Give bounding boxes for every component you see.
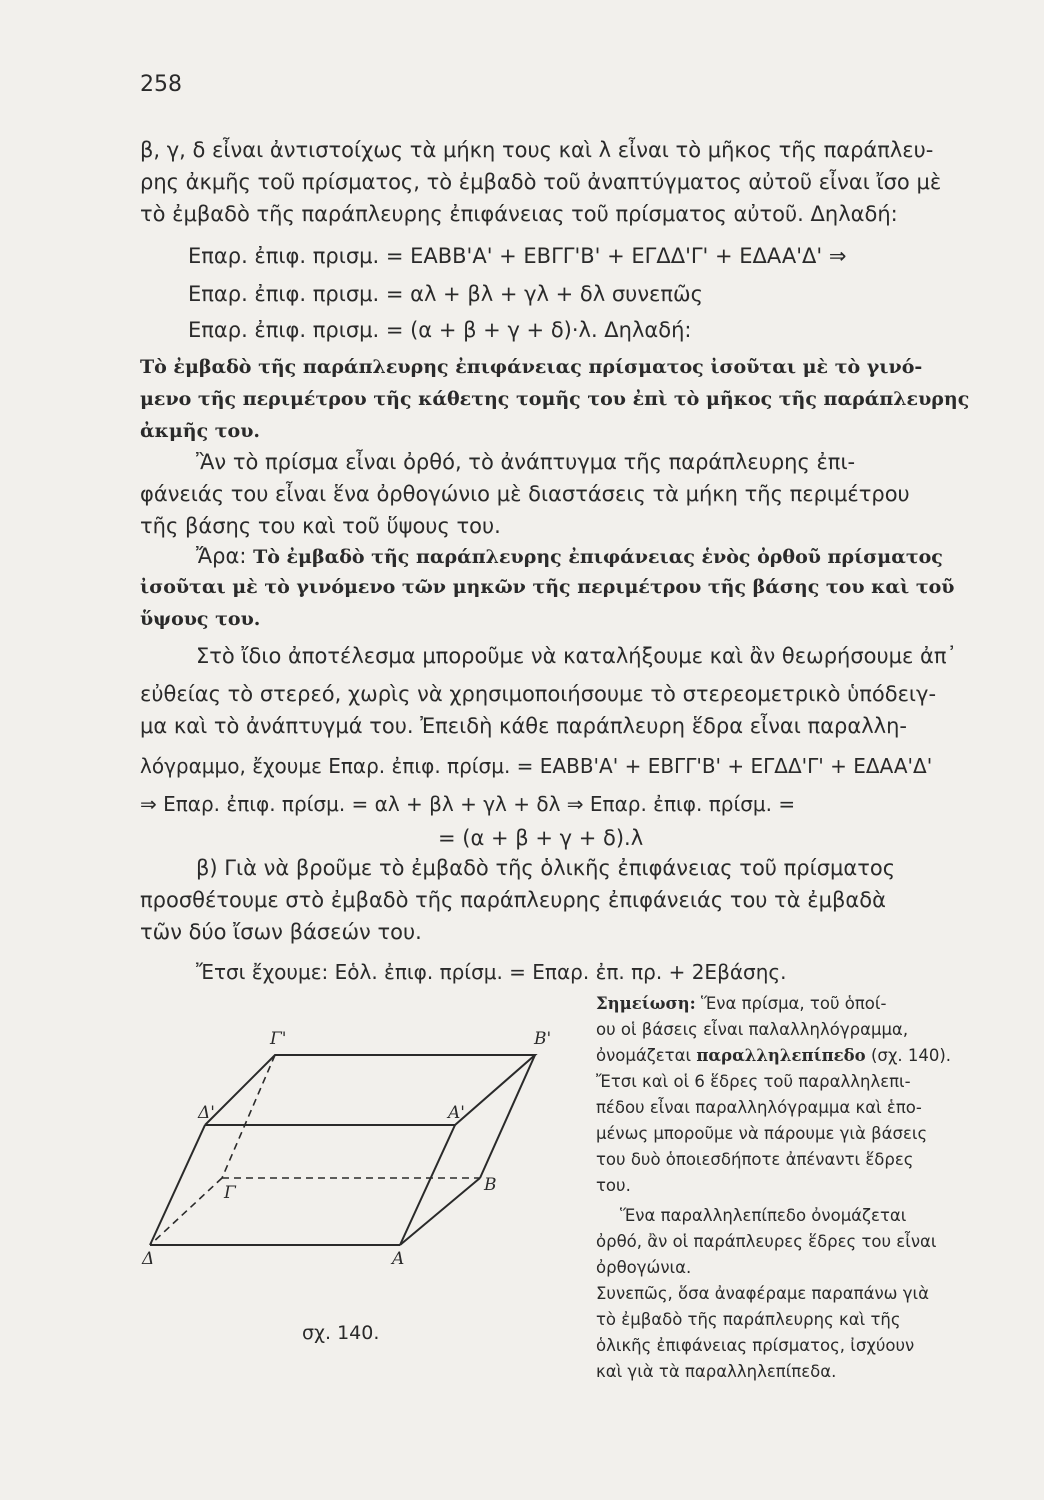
note-line: Ἔτσι καὶ οἱ 6 ἕδρες τοῦ παραλληλεπι- [596, 1072, 911, 1091]
label-D-prime: Δ' [198, 1103, 215, 1123]
equation-line: Eπαρ. ἐπιφ. πρισμ. = EABB'A' + EBΓΓ'B' + EΓΔΔ'Γ' + EΔAA'Δ' ⇒ [188, 244, 847, 268]
label-D: Δ [142, 1249, 155, 1269]
note-line: του δυὸ ὁποιεσδήποτε ἀπέναντι ἕδρες [596, 1150, 914, 1169]
note-text: Ἕνα πρίσμα, τοῦ ὁποί- [700, 994, 887, 1013]
hidden-edge-G-Gprime [222, 1055, 275, 1178]
edge-D-Dprime [150, 1125, 205, 1245]
theorem-text: Τὸ ἐμβαδὸ τῆς παράπλευρης ἐπιφάνειας ἑνὸς ὀρθοῦ πρίσματος [253, 546, 943, 568]
paragraph-line: μα καὶ τὸ ἀνάπτυγμά του. Ἐπειδὴ κάθε παράπλευρη ἕδρα εἶναι παραλλη- [140, 714, 907, 738]
equation-line: Eπαρ. ἐπιφ. πρισμ. = (α + β + γ + δ)·λ. Δηλαδή: [188, 318, 692, 342]
note-text: ὀνομάζεται [596, 1046, 692, 1065]
label-G-prime: Γ' [270, 1029, 287, 1049]
figure-caption: σχ. 140. [302, 1322, 380, 1344]
note-line: μένως μποροῦμε νὰ πάρουμε γιὰ βάσεις [596, 1124, 928, 1143]
page-number: 258 [140, 72, 182, 97]
note-line: Συνεπῶς, ὅσα ἀναφέραμε παραπάνω γιὰ [596, 1284, 929, 1303]
hidden-edge-G-D [150, 1178, 222, 1245]
label-B: B [484, 1175, 497, 1195]
note-line: ὀρθό, ἂν οἱ παράπλευρες ἕδρες του εἶναι [596, 1232, 937, 1251]
theorem-line [196, 544, 943, 569]
note-line: πέδου εἶναι παραλληλόγραμμα καὶ ἑπο- [596, 1098, 922, 1117]
note-line: ου οἱ βάσεις εἶναι παλαλληλόγραμμα, [596, 1020, 909, 1039]
paragraph-line: β, γ, δ εἶναι ἀντιστοίχως τὰ μήκη τους καὶ λ εἶναι τὸ μῆκος τῆς παράπλευ- [140, 138, 934, 162]
note-line: ὁλικῆς ἐπιφάνειας πρίσματος, ἰσχύουν [596, 1336, 915, 1355]
paragraph-line: εὐθείας τὸ στερεό, χωρὶς νὰ χρησιμοποιήσουμε τὸ στερεομετρικὸ ὑπόδειγ- [140, 682, 937, 706]
note-line: ὀρθογώνια. [596, 1258, 692, 1277]
top-face [205, 1055, 535, 1125]
label-G: Γ [224, 1183, 236, 1203]
theorem-prefix: Ἄρα: [196, 544, 254, 568]
edge-A-Aprime [400, 1125, 455, 1245]
note-title: Σημείωση: [596, 994, 696, 1013]
paragraph-line: ρης ἀκμῆς τοῦ πρίσματος, τὸ ἐμβαδὸ τοῦ ἀναπτύγματος αὐτοῦ εἶναι ἴσο μὲ [140, 170, 942, 194]
paragraph-line: β) Γιὰ νὰ βροῦμε τὸ ἐμβαδὸ τῆς ὁλικῆς ἐπιφάνειας τοῦ πρίσματος [196, 856, 896, 880]
note-line [596, 1046, 951, 1066]
paragraph-line: τῶν δύο ἴσων βάσεών του. [140, 920, 422, 944]
theorem-line: ὕψους του. [140, 608, 261, 630]
note-term: παραλληλεπίπεδο [696, 1046, 866, 1065]
note-line [596, 994, 886, 1014]
paragraph-line: προσθέτουμε στὸ ἐμβαδὸ τῆς παράπλευρης ἐπιφάνειάς του τὰ ἐμβαδὰ [140, 888, 886, 912]
note-line: τὸ ἐμβαδὸ τῆς παράπλευρης καὶ τῆς [596, 1310, 901, 1329]
label-B-prime: B' [534, 1029, 552, 1049]
note-line: Ἕνα παραλληλεπίπεδο ὀνομάζεται [620, 1206, 907, 1225]
paragraph-line: Στὸ ἴδιο ἀποτέλεσμα μποροῦμε νὰ καταλήξουμε καὶ ἂν θεωρήσουμε ἀπ᾿ [196, 644, 958, 668]
edge-B-Bprime [480, 1055, 535, 1178]
paragraph-line: Ἔτσι ἔχουμε: Eὁλ. ἐπιφ. πρίσμ. = Eπαρ. ἐπ. πρ. + 2Eβάσης. [196, 960, 787, 984]
paragraph-line: λόγραμμο, ἔχουμε Eπαρ. ἐπιφ. πρίσμ. = EABB'A' + EBΓΓ'B' + EΓΔΔ'Γ' + EΔAA'Δ' [140, 754, 933, 778]
equation-line: Eπαρ. ἐπιφ. πρισμ. = αλ + βλ + γλ + δλ συνεπῶς [188, 282, 703, 306]
equation-line: = (α + β + γ + δ).λ [438, 826, 644, 850]
theorem-line: ἀκμῆς του. [140, 420, 261, 442]
theorem-line: μενο τῆς περιμέτρου τῆς κάθετης τομῆς του ἐπὶ τὸ μῆκος τῆς παράπλευρης [140, 388, 970, 410]
parallelepiped-figure [130, 1020, 570, 1280]
paragraph-line: τῆς βάσης του καὶ τοῦ ὕψους του. [140, 514, 501, 538]
theorem-line: ἰσοῦται μὲ τὸ γινόμενο τῶν μηκῶν τῆς περιμέτρου τῆς βάσης του καὶ τοῦ [140, 576, 955, 598]
label-A: A [392, 1249, 405, 1269]
paragraph-line: τὸ ἐμβαδὸ τῆς παράπλευρης ἐπιφάνειας τοῦ πρίσματος αὐτοῦ. Δηλαδή: [140, 202, 898, 226]
note-text: (σχ. 140). [870, 1046, 952, 1065]
note-line: του. [596, 1176, 631, 1195]
paragraph-line: Ἂν τὸ πρίσμα εἶναι ὀρθό, τὸ ἀνάπτυγμα τῆς παράπλευρης ἐπι- [196, 450, 856, 474]
paragraph-line: φάνειάς του εἶναι ἕνα ὀρθογώνιο μὲ διαστάσεις τὰ μήκη τῆς περιμέτρου [140, 482, 910, 506]
theorem-line: Τὸ ἐμβαδὸ τῆς παράπλευρης ἐπιφάνειας πρίσματος ἰσοῦται μὲ τὸ γινό- [140, 356, 923, 378]
equation-line: ⇒ Eπαρ. ἐπιφ. πρίσμ. = αλ + βλ + γλ + δλ ⇒ Eπαρ. ἐπιφ. πρίσμ. = [140, 792, 796, 816]
edge-A-B [400, 1178, 480, 1245]
label-A-prime: A' [448, 1103, 465, 1123]
note-line: καὶ γιὰ τὰ παραλληλεπίπεδα. [596, 1362, 837, 1381]
